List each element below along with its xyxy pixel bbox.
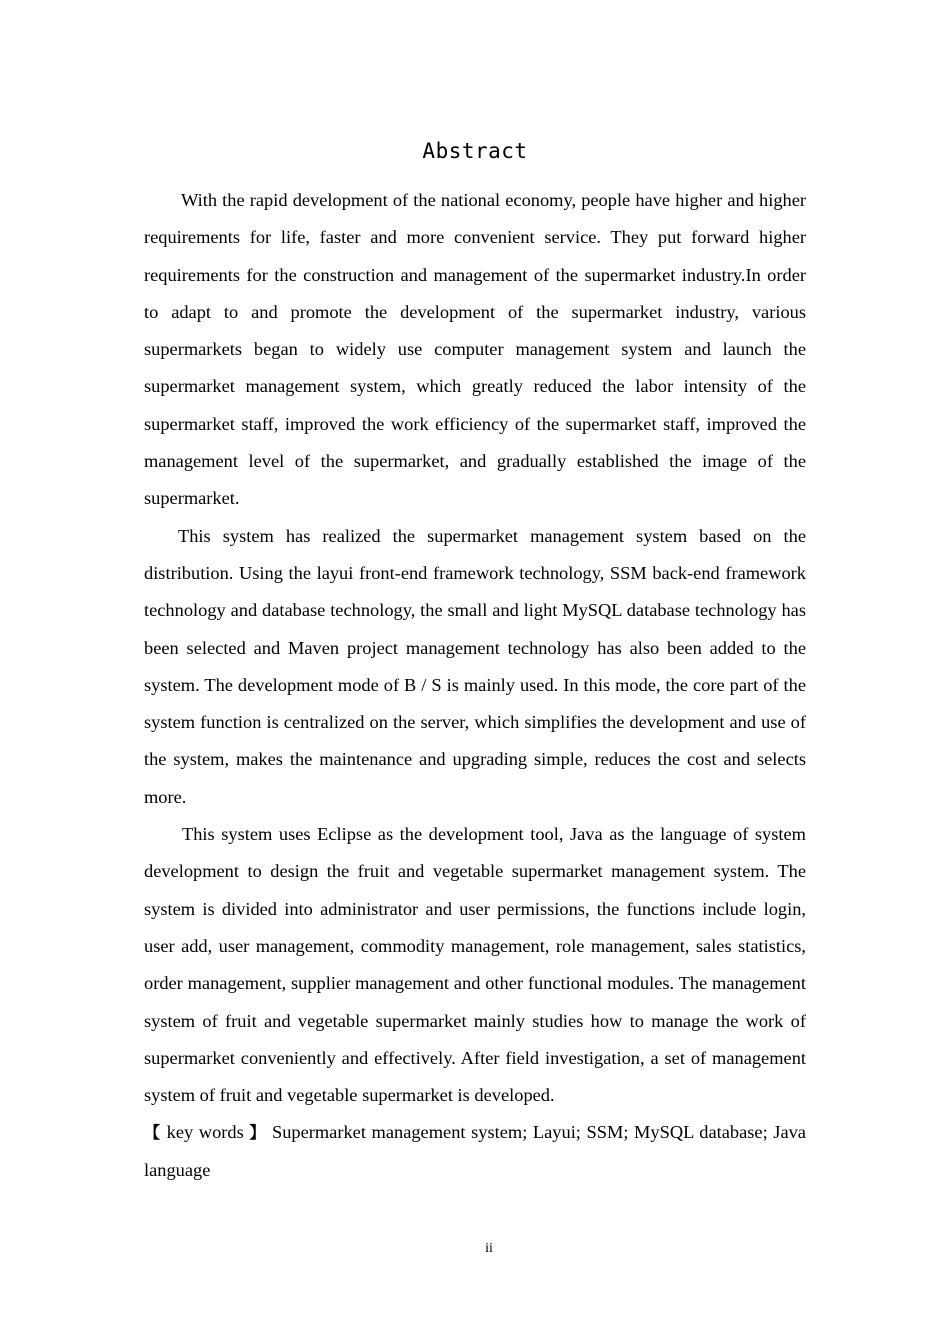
abstract-title: Abstract [422, 139, 528, 163]
abstract-body [144, 182, 806, 1189]
abstract-paragraph-2: This system has realized the supermarket management system based on the distribution. Using the layui front-end framework technology, SSM back-end framework technology and database technology, the small and light MySQL database technology has been selected and Maven project management technology has also been added to the system. The development mode of B / S is mainly used. In this mode, the core part of the system function is centralized on the server, which simplifies the development and use of the system, makes the maintenance and upgrading simple, reduces the cost and selects more. [144, 525, 806, 807]
keywords-close-bracket: 】 [249, 1123, 267, 1143]
keywords-open-bracket: 【 [144, 1123, 162, 1143]
abstract-paragraph-1: With the rapid development of the national economy, people have higher and higher requirements for life, faster and more convenient service. They put forward higher requirements for the construction and management of the supermarket industry.In order to adapt to and promote the development of the supermarket industry, various supermarkets began to widely use computer management system and launch the supermarket management system, which greatly reduced the labor intensity of the supermarket staff, improved the work efficiency of the supermarket staff, improved the management level of the supermarket, and gradually established the image of the supermarket. [144, 190, 806, 509]
keywords-text: Supermarket management system; Layui; SSM; MySQL database; Java language [144, 1122, 806, 1180]
keywords-label: key words [161, 1122, 250, 1143]
page-number: ii [485, 1241, 493, 1256]
abstract-paragraph-3: This system uses Eclipse as the development tool, Java as the language of system development to design the fruit and vegetable supermarket management system. The system is divided into administrator and user permissions, the functions include login, user add, user management, commodity management, role management, sales statistics, order management, supplier management and other functional modules. The management system of fruit and vegetable supermarket mainly studies how to manage the work of supermarket conveniently and effectively. After field investigation, a set of management system of fruit and vegetable supermarket is developed. [144, 824, 806, 1106]
keywords-line [144, 1114, 806, 1189]
